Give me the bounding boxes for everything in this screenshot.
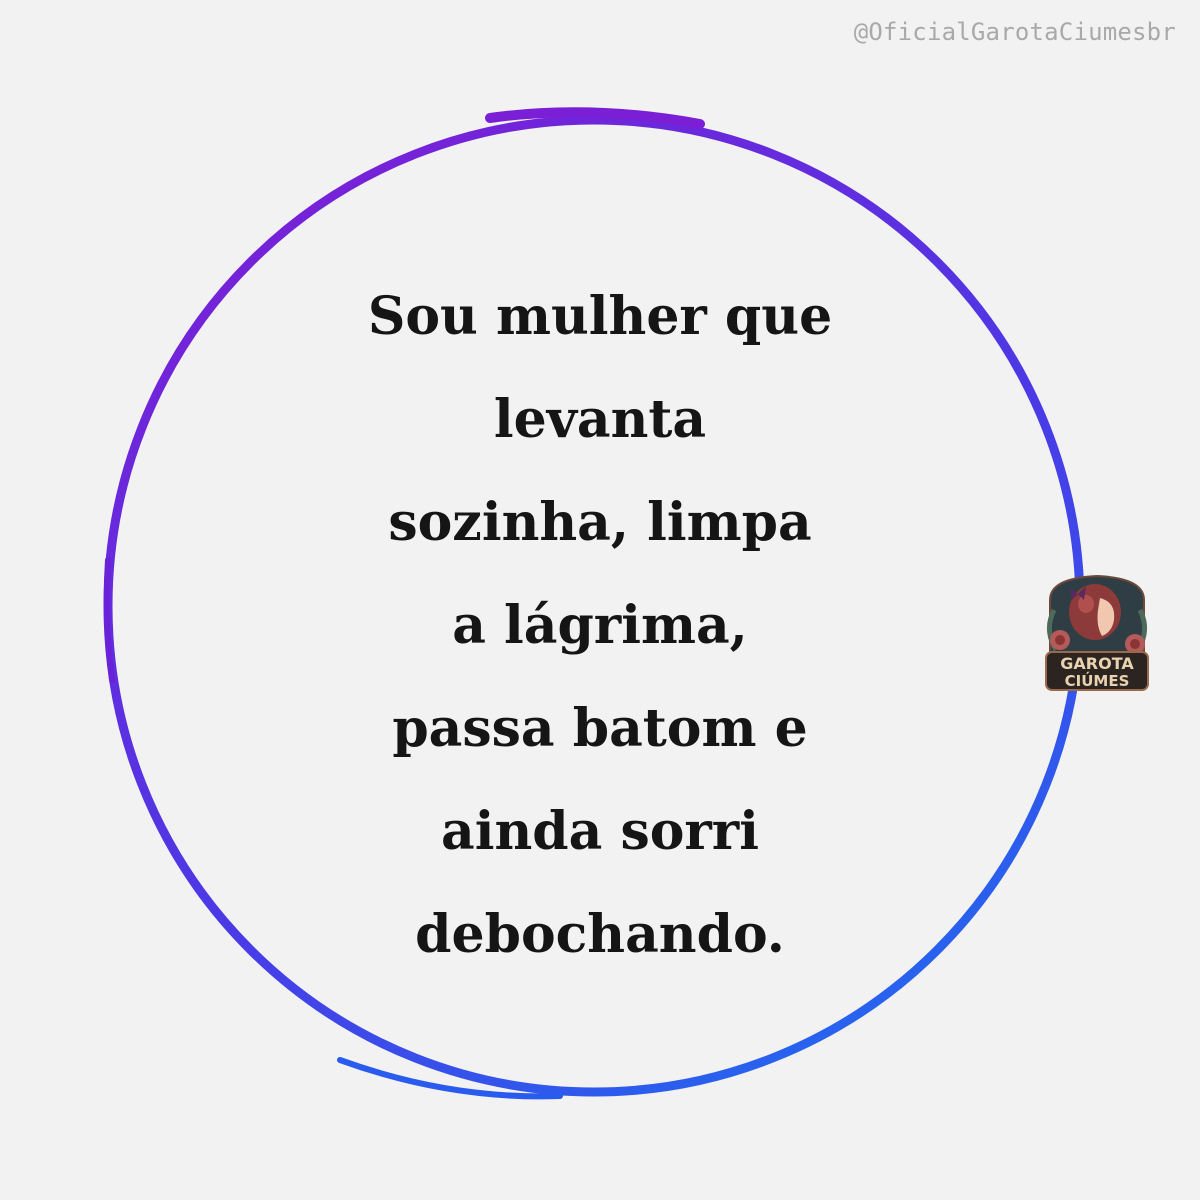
quote-line: a lágrima, xyxy=(452,595,748,656)
svg-text:CIÚMES: CIÚMES xyxy=(1064,672,1130,690)
quote-line: passa batom e xyxy=(392,698,808,759)
quote-line: Sou mulher que xyxy=(367,286,833,347)
quote-line: sozinha, limpa xyxy=(388,492,812,553)
garota-ciumes-logo xyxy=(1040,570,1154,698)
quote-line: levanta xyxy=(493,389,707,450)
quote-line: debochando. xyxy=(415,904,785,965)
quote-text xyxy=(300,265,900,986)
watermark-handle: @OficialGarotaCiumesbr xyxy=(853,18,1176,46)
quote-line: ainda sorri xyxy=(441,801,759,862)
svg-text:GAROTA: GAROTA xyxy=(1060,654,1134,673)
